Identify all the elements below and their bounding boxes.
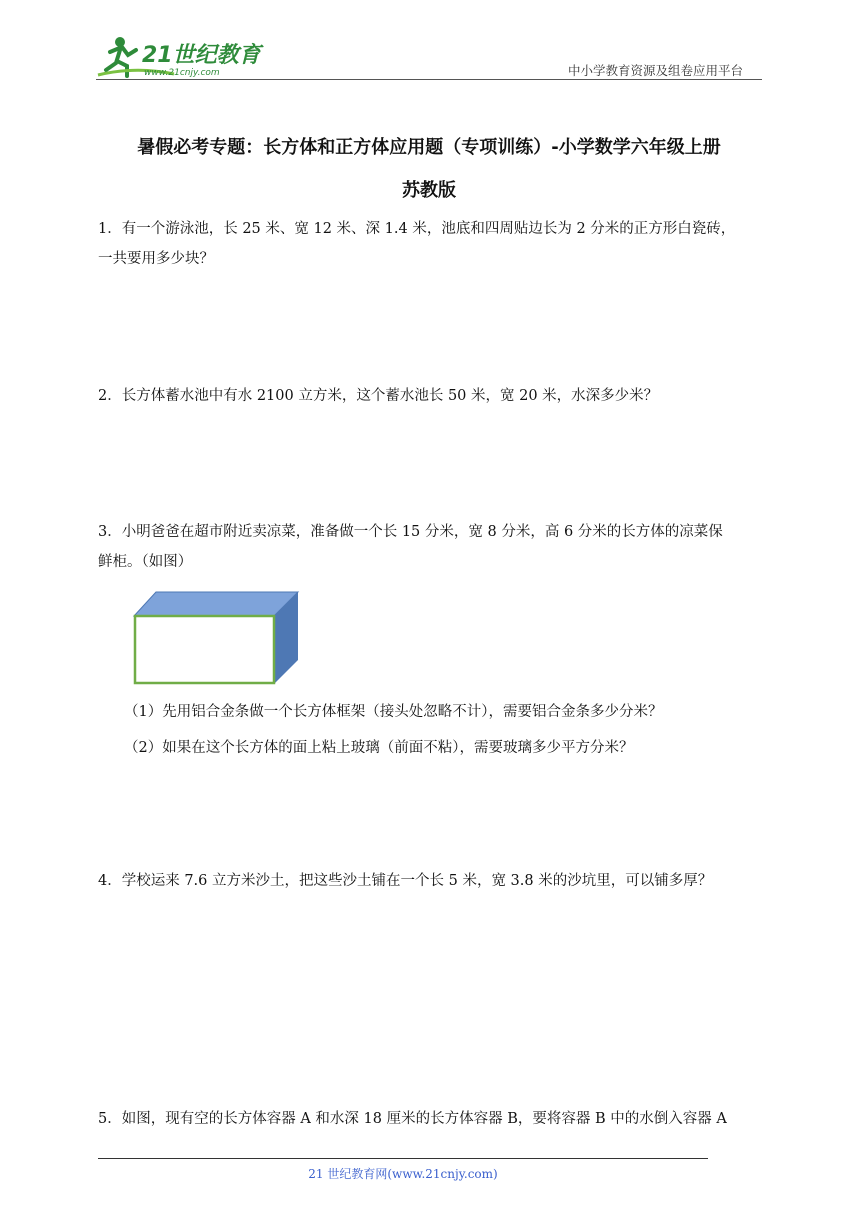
question-2 [98,381,764,411]
question-4-line-1: 4．学校运来 7.6 立方米沙土，把这些沙土铺在一个长 5 米，宽 3.8 米的沙坑里，可以铺多厚？ [98,873,713,889]
page-subtitle: 苏教版 [402,180,456,201]
question-3-part-1: （1）先用铝合金条做一个长方体框架（接头处忽略不计），需要铝合金条多少分米？ [124,704,663,720]
header-platform-text: 中小学教育资源及组卷应用平台 [568,63,744,78]
header-divider [96,79,762,80]
footer-link[interactable]: 21 世纪教育网(www.21cnjy.com) [308,1167,498,1181]
question-1-line-2: 一共要用多少块？ [98,251,214,267]
question-3-line-1: 3．小明爸爸在超市附近卖凉菜，准备做一个长 15 分米，宽 8 分米，高 6 分米的长方体的凉菜保 [98,524,723,540]
cuboid-front-face [135,616,274,683]
question-5 [98,1104,764,1134]
question-3-part-2: （2）如果在这个长方体的面上粘上玻璃（前面不粘），需要玻璃多少平方分米？ [124,740,634,756]
logo-url: www.21cnjy.com [144,68,220,78]
question-4 [98,866,764,896]
cuboid-top-face [134,592,298,616]
question-5-line-1: 5．如图，现有空的长方体容器 A 和水深 18 厘米的长方体容器 B，要将容器 B 中的水倒入容器 A [98,1111,727,1127]
page-title: 暑假必考专题：长方体和正方体应用题（专项训练）-小学数学六年级上册 [137,137,721,158]
cuboid-figure [128,590,300,686]
question-3 [98,517,764,577]
question-2-line-1: 2．长方体蓄水池中有水 2100 立方米，这个蓄水池长 50 米，宽 20 米，水深多少米？ [98,388,659,404]
question-1-line-1: 1．有一个游泳池，长 25 米、宽 12 米、深 1.4 米，池底和四周贴边长为 2 分米的正方形白瓷砖， [98,221,736,237]
footer-divider [98,1158,708,1159]
site-logo [96,30,266,82]
question-3-line-2: 鲜柜。（如图） [98,554,193,570]
question-1 [98,214,764,274]
logo-text: 21世纪教育 [142,43,261,68]
